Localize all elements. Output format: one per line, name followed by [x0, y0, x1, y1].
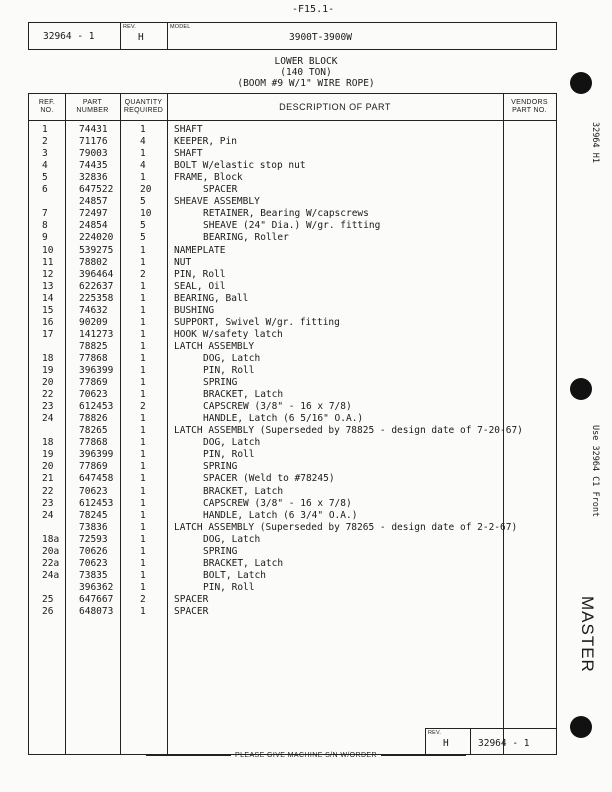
row-quantity: 1	[140, 377, 146, 389]
table-row	[29, 293, 556, 305]
row-ref: 26	[42, 606, 54, 617]
row-quantity: 1	[140, 461, 146, 473]
row-description: BEARING, Ball	[174, 292, 249, 304]
row-quantity: 1	[140, 449, 146, 461]
row-ref: 4	[42, 160, 48, 172]
row-ref: 8	[42, 220, 48, 232]
row-quantity: 1	[140, 280, 146, 292]
row-ref: 23	[42, 497, 54, 509]
row-quantity: 1	[140, 533, 146, 545]
row-part-number: 78265	[79, 425, 108, 437]
row-part-number: 72593	[79, 533, 108, 545]
row-part-number: 622637	[79, 280, 114, 292]
row-description: SPACER	[203, 184, 238, 196]
row-quantity: 1	[140, 328, 146, 340]
row-ref: 5	[42, 172, 48, 184]
table-row	[29, 269, 556, 281]
row-ref: 18	[42, 352, 54, 364]
title-line-2: (140 TON)	[280, 67, 332, 78]
table-row	[29, 329, 556, 341]
row-part-number: 225358	[79, 292, 114, 304]
row-ref: 25	[42, 593, 54, 605]
binder-hole	[570, 72, 592, 94]
row-ref: 17	[42, 328, 54, 340]
row-description: BRACKET, Latch	[203, 485, 284, 497]
row-ref: 19	[42, 449, 54, 461]
table-row	[29, 510, 556, 522]
binder-hole	[570, 716, 592, 738]
row-description: RETAINER, Bearing W/capscrews	[203, 208, 369, 220]
table-row	[29, 413, 556, 425]
footer-rev-label: REV.	[428, 730, 442, 736]
row-ref: 24	[42, 509, 54, 521]
table-row	[29, 257, 556, 269]
parts-table	[28, 93, 557, 755]
table-row	[29, 498, 556, 510]
table-row	[29, 558, 556, 570]
row-description: NUT	[174, 256, 192, 268]
table-row	[29, 461, 556, 473]
table-row	[29, 606, 556, 618]
table-row	[29, 377, 556, 389]
binder-hole	[570, 378, 592, 400]
row-description: BRACKET, Latch	[203, 389, 284, 401]
row-quantity: 1	[140, 148, 146, 160]
row-description: BOLT, Latch	[203, 569, 266, 581]
row-ref: 21	[42, 473, 54, 485]
col-header-vendor: VENDORS PART NO.	[511, 99, 548, 114]
row-quantity: 1	[140, 569, 146, 581]
row-part-number: 612453	[79, 497, 114, 509]
row-ref: 1	[42, 124, 48, 135]
row-part-number: 78825	[79, 340, 108, 352]
table-row	[29, 148, 556, 160]
row-quantity: 10	[140, 208, 152, 220]
row-ref: 18a	[42, 533, 60, 545]
row-description: SPRING	[203, 461, 238, 473]
row-quantity: 1	[140, 124, 146, 135]
table-row	[29, 401, 556, 413]
row-quantity: 1	[140, 244, 146, 256]
header-box	[28, 22, 557, 50]
row-description: CAPSCREW (3/8" - 16 x 7/8)	[203, 497, 352, 509]
row-description: LATCH ASSEMBLY (Superseded by 78265 - design date of 2-2-67)	[174, 521, 518, 533]
col-header-description: DESCRIPTION OF PART	[279, 102, 391, 112]
footer-box	[425, 728, 556, 754]
row-part-number: 647458	[79, 473, 114, 485]
row-quantity: 1	[140, 256, 146, 268]
footer-divider	[470, 729, 471, 754]
table-row	[29, 473, 556, 485]
row-ref: 6	[42, 184, 48, 196]
row-quantity: 1	[140, 425, 146, 437]
row-description: SPRING	[203, 545, 238, 557]
row-part-number: 24854	[79, 220, 108, 232]
row-description: SHAFT	[174, 124, 203, 135]
table-row	[29, 389, 556, 401]
table-row	[29, 245, 556, 257]
row-quantity: 4	[140, 160, 146, 172]
row-part-number: 24857	[79, 196, 108, 208]
row-quantity: 1	[140, 485, 146, 497]
title-line-3: (BOOM #9 W/1" WIRE ROPE)	[237, 78, 375, 89]
row-quantity: 5	[140, 220, 146, 232]
row-part-number: 647667	[79, 593, 114, 605]
row-quantity: 1	[140, 581, 146, 593]
table-row	[29, 594, 556, 606]
row-description: PIN, Roll	[203, 365, 255, 376]
note-rule	[381, 755, 466, 756]
row-quantity: 1	[140, 304, 146, 316]
row-part-number: 73835	[79, 569, 108, 581]
row-part-number: 648073	[79, 606, 114, 617]
header-rev-value: H	[138, 32, 144, 43]
row-part-number: 70623	[79, 485, 108, 497]
row-part-number: 74632	[79, 304, 108, 316]
row-part-number: 539275	[79, 244, 114, 256]
header-divider	[29, 120, 556, 121]
row-part-number: 647522	[79, 184, 114, 196]
row-description: SPRING	[203, 377, 238, 389]
row-ref: 16	[42, 316, 54, 328]
table-row	[29, 570, 556, 582]
table-row	[29, 317, 556, 329]
table-row	[29, 184, 556, 196]
table-row	[29, 522, 556, 534]
title-line-1: LOWER BLOCK	[274, 56, 338, 67]
header-drawing-cell	[29, 23, 121, 49]
row-description: KEEPER, Pin	[174, 136, 237, 148]
row-part-number: 32836	[79, 172, 108, 184]
row-part-number: 77869	[79, 461, 108, 473]
row-ref: 19	[42, 365, 54, 376]
row-description: SHAFT	[174, 148, 203, 160]
row-part-number: 79003	[79, 148, 108, 160]
row-description: SHEAVE (24" Dia.) W/gr. fitting	[203, 220, 381, 232]
row-part-number: 74435	[79, 160, 108, 172]
row-ref: 2	[42, 136, 48, 148]
row-part-number: 73836	[79, 521, 108, 533]
row-quantity: 1	[140, 497, 146, 509]
row-description: SPACER	[174, 606, 209, 617]
header-rev-cell	[121, 23, 168, 49]
header-drawing-number: 32964 - 1	[43, 31, 95, 42]
table-row	[29, 437, 556, 449]
row-description: LATCH ASSEMBLY (Superseded by 78825 - design date of 7-20-67)	[174, 425, 523, 437]
table-row	[29, 486, 556, 498]
row-description: PIN, Roll	[203, 449, 255, 461]
col-header-qty: QUANTITY REQUIRED	[123, 99, 164, 114]
row-part-number: 396464	[79, 268, 114, 280]
row-quantity: 1	[140, 437, 146, 449]
row-quantity: 5	[140, 196, 146, 208]
margin-code-top: 32964 H1	[590, 122, 600, 163]
row-description: DOG, Latch	[203, 533, 261, 545]
table-row	[29, 425, 556, 437]
row-part-number: 77868	[79, 352, 108, 364]
table-row	[29, 172, 556, 184]
row-description: SUPPORT, Swivel W/gr. fitting	[174, 316, 340, 328]
row-part-number: 70623	[79, 389, 108, 401]
row-quantity: 2	[140, 593, 146, 605]
row-description: BOLT W/elastic stop nut	[174, 160, 306, 172]
row-part-number: 74431	[79, 124, 108, 135]
row-ref: 14	[42, 292, 54, 304]
row-ref: 9	[42, 232, 48, 244]
row-quantity: 1	[140, 545, 146, 557]
row-ref: 7	[42, 208, 48, 220]
header-rev-label: REV.	[123, 24, 137, 30]
table-row	[29, 124, 556, 136]
row-quantity: 1	[140, 172, 146, 184]
row-part-number: 78802	[79, 256, 108, 268]
row-ref: 18	[42, 437, 54, 449]
row-ref: 20	[42, 377, 54, 389]
col-header-ref: REF. NO.	[38, 99, 56, 114]
table-row	[29, 353, 556, 365]
row-quantity: 1	[140, 292, 146, 304]
table-row	[29, 281, 556, 293]
row-part-number: 612453	[79, 401, 114, 413]
row-description: DOG, Latch	[203, 437, 261, 449]
row-description: NAMEPLATE	[174, 244, 226, 256]
row-quantity: 2	[140, 401, 146, 413]
row-part-number: 396362	[79, 581, 114, 593]
row-ref: 15	[42, 304, 54, 316]
row-part-number: 71176	[79, 136, 108, 148]
row-quantity: 1	[140, 352, 146, 364]
row-part-number: 396399	[79, 365, 114, 376]
row-ref: 22	[42, 389, 54, 401]
order-note-text: PLEASE GIVE MACHINE S/N W/ORDER	[235, 752, 377, 759]
row-description: BRACKET, Latch	[203, 557, 284, 569]
row-ref: 24	[42, 413, 54, 425]
row-description: HANDLE, Latch (6 5/16" O.A.)	[203, 413, 364, 425]
row-part-number: 70626	[79, 545, 108, 557]
row-quantity: 1	[140, 340, 146, 352]
row-quantity: 1	[140, 365, 146, 376]
row-description: BUSHING	[174, 304, 215, 316]
row-description: SHEAVE ASSEMBLY	[174, 196, 260, 208]
row-quantity: 5	[140, 232, 146, 244]
row-part-number: 396399	[79, 449, 114, 461]
row-quantity: 4	[140, 136, 146, 148]
row-quantity: 20	[140, 184, 152, 196]
row-quantity: 1	[140, 389, 146, 401]
row-description: HANDLE, Latch (6 3/4" O.A.)	[203, 509, 358, 521]
margin-code-middle: Use 32964 C1 Front	[590, 425, 600, 518]
row-ref: 22a	[42, 557, 60, 569]
row-part-number: 77869	[79, 377, 108, 389]
row-quantity: 1	[140, 521, 146, 533]
row-ref: 11	[42, 256, 54, 268]
row-quantity: 1	[140, 606, 146, 617]
row-quantity: 1	[140, 316, 146, 328]
row-ref: 22	[42, 485, 54, 497]
table-row	[29, 365, 556, 377]
row-part-number: 70623	[79, 557, 108, 569]
row-part-number: 141273	[79, 328, 114, 340]
row-quantity: 2	[140, 268, 146, 280]
table-row	[29, 220, 556, 232]
table-row	[29, 160, 556, 172]
footer-drawing-number: 32964 - 1	[478, 738, 530, 749]
row-part-number: 78826	[79, 413, 108, 425]
row-description: LATCH ASSEMBLY	[174, 340, 255, 352]
table-row	[29, 582, 556, 594]
row-description: SPACER (Weld to #78245)	[203, 473, 335, 485]
row-ref: 12	[42, 268, 54, 280]
row-quantity: 1	[140, 557, 146, 569]
note-rule	[146, 755, 231, 756]
row-part-number: 224020	[79, 232, 114, 244]
row-description: BEARING, Roller	[203, 232, 289, 244]
row-description: FRAME, Block	[174, 172, 243, 184]
row-ref: 13	[42, 280, 54, 292]
row-description: SEAL, Oil	[174, 280, 226, 292]
row-quantity: 1	[140, 509, 146, 521]
footer-rev-value: H	[443, 738, 449, 749]
row-ref: 10	[42, 244, 54, 256]
row-ref: 23	[42, 401, 54, 413]
table-row	[29, 305, 556, 317]
row-quantity: 1	[140, 413, 146, 425]
row-ref: 3	[42, 148, 48, 160]
row-description: PIN, Roll	[203, 581, 255, 593]
row-part-number: 90209	[79, 316, 108, 328]
row-part-number: 72497	[79, 208, 108, 220]
header-model-label: MODEL	[170, 24, 191, 30]
row-description: CAPSCREW (3/8" - 16 x 7/8)	[203, 401, 352, 413]
row-ref: 24a	[42, 569, 60, 581]
row-description: SPACER	[174, 593, 209, 605]
order-note	[0, 752, 612, 759]
page-reference: -F15.1-	[292, 4, 335, 15]
row-description: PIN, Roll	[174, 268, 226, 280]
row-description: DOG, Latch	[203, 352, 261, 364]
table-row	[29, 136, 556, 148]
table-row	[29, 546, 556, 558]
col-header-part: PART NUMBER	[76, 99, 109, 114]
row-quantity: 1	[140, 473, 146, 485]
row-ref: 20	[42, 461, 54, 473]
row-description: HOOK W/safety latch	[174, 328, 283, 340]
row-part-number: 78245	[79, 509, 108, 521]
table-row	[29, 341, 556, 353]
table-row	[29, 232, 556, 244]
table-row	[29, 534, 556, 546]
table-row	[29, 449, 556, 461]
table-row	[29, 196, 556, 208]
header-model-value: 3900T-3900W	[289, 32, 352, 43]
table-row	[29, 208, 556, 220]
master-stamp: MASTER	[578, 596, 597, 673]
row-part-number: 77868	[79, 437, 108, 449]
row-ref: 20a	[42, 545, 60, 557]
